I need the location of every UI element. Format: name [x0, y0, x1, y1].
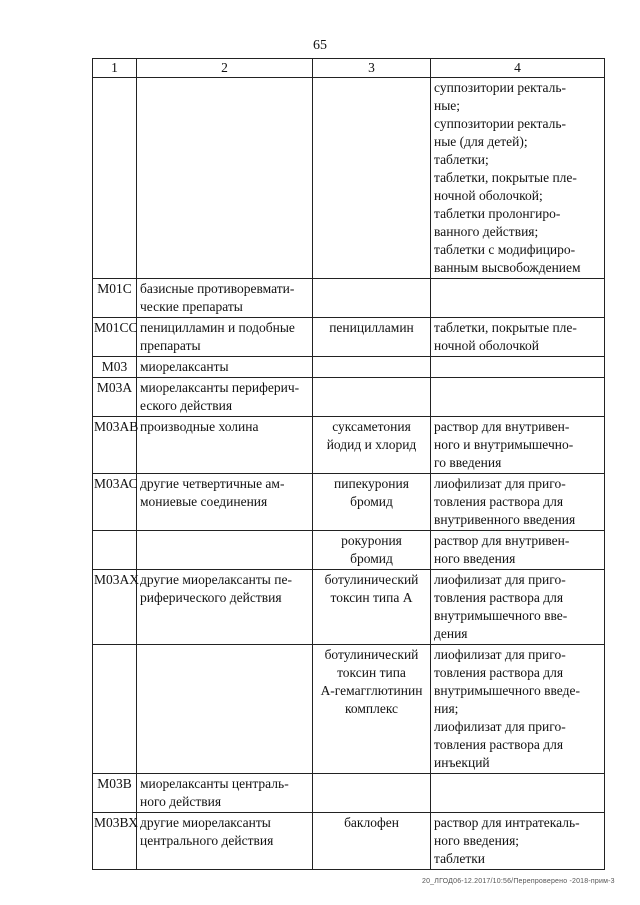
- pharmacological-group-line: ческие препараты: [140, 299, 243, 314]
- drug-name-line: ботулинический: [324, 572, 419, 587]
- pharmacological-group-line: еского действия: [140, 398, 233, 413]
- atc-code-cell: [93, 645, 137, 774]
- atc-code-cell: М03АС: [93, 474, 137, 531]
- table-body: [93, 78, 605, 870]
- drug-name-cell: [313, 417, 431, 474]
- dosage-forms-line: товления раствора для: [434, 494, 564, 509]
- table-row: [93, 774, 605, 813]
- drug-classification-table: [92, 58, 605, 870]
- table-row: [93, 78, 605, 279]
- table-row: [93, 357, 605, 378]
- pharmacological-group-cell: [137, 279, 313, 318]
- drug-name-cell: [313, 378, 431, 417]
- drug-name-cell: [313, 318, 431, 357]
- dosage-forms-line: таблетки с модифициро-: [434, 242, 576, 257]
- drug-name-line: бромид: [350, 494, 393, 509]
- drug-name-cell: [313, 774, 431, 813]
- column-header-group: 2: [137, 59, 313, 78]
- table-row: [93, 318, 605, 357]
- dosage-forms-cell: [431, 645, 605, 774]
- atc-code-cell: М03ВХ: [93, 813, 137, 870]
- dosage-forms-line: ного введения: [434, 551, 516, 566]
- drug-name-line: баклофен: [344, 815, 399, 830]
- drug-name-line: комплекс: [344, 701, 399, 716]
- atc-code-cell: М01С: [93, 279, 137, 318]
- dosage-forms-line: дения: [434, 626, 468, 641]
- dosage-forms-line: ного и внутримышечно-: [434, 437, 574, 452]
- dosage-forms-line: ные;: [434, 98, 461, 113]
- atc-code-cell: М03А: [93, 378, 137, 417]
- drug-name-line: А-гемагглютинин: [320, 683, 423, 698]
- pharmacological-group-cell: [137, 570, 313, 645]
- dosage-forms-cell: [431, 279, 605, 318]
- dosage-forms-line: товления раствора для: [434, 737, 564, 752]
- dosage-forms-line: таблетки, покрытые пле-: [434, 170, 577, 185]
- pharmacological-group-line: производные холина: [140, 419, 259, 434]
- drug-name-line: пипекурония: [334, 476, 409, 491]
- atc-code-cell: М03В: [93, 774, 137, 813]
- dosage-forms-line: внутримышечного введе-: [434, 683, 580, 698]
- dosage-forms-line: го введения: [434, 455, 502, 470]
- pharmacological-group-cell: [137, 645, 313, 774]
- dosage-forms-line: ния;: [434, 701, 459, 716]
- pharmacological-group-cell: [137, 318, 313, 357]
- pharmacological-group-line: миорелаксанты: [140, 359, 229, 374]
- dosage-forms-cell: [431, 774, 605, 813]
- dosage-forms-line: лиофилизат для приго-: [434, 476, 566, 491]
- drug-name-cell: [313, 279, 431, 318]
- pharmacological-group-cell: [137, 417, 313, 474]
- drug-name-line: токсин типа: [337, 665, 406, 680]
- drug-name-line: ботулинический: [324, 647, 419, 662]
- atc-code-cell: [93, 78, 137, 279]
- table-row: [93, 279, 605, 318]
- dosage-forms-line: таблетки, покрытые пле-: [434, 320, 577, 335]
- dosage-forms-line: ночной оболочкой;: [434, 188, 543, 203]
- dosage-forms-cell: [431, 813, 605, 870]
- table-row: [93, 813, 605, 870]
- dosage-forms-cell: [431, 357, 605, 378]
- dosage-forms-line: внутривенного введения: [434, 512, 576, 527]
- drug-name-line: йодид и хлорид: [326, 437, 417, 452]
- dosage-forms-line: таблетки;: [434, 152, 489, 167]
- pharmacological-group-cell: [137, 378, 313, 417]
- dosage-forms-line: лиофилизат для приго-: [434, 572, 566, 587]
- pharmacological-group-line: миорелаксанты централь-: [140, 776, 289, 791]
- dosage-forms-line: раствор для внутривен-: [434, 419, 570, 434]
- atc-code-cell: [93, 531, 137, 570]
- pharmacological-group-cell: [137, 531, 313, 570]
- drug-name-line: пеницилламин: [329, 320, 414, 335]
- pharmacological-group-line: другие миорелаксанты: [140, 815, 271, 830]
- pharmacological-group-cell: [137, 774, 313, 813]
- dosage-forms-cell: [431, 318, 605, 357]
- table-row: [93, 645, 605, 774]
- dosage-forms-line: раствор для внутривен-: [434, 533, 570, 548]
- pharmacological-group-cell: [137, 813, 313, 870]
- pharmacological-group-line: другие четвертичные ам-: [140, 476, 285, 491]
- pharmacological-group-line: центрального действия: [140, 833, 274, 848]
- pharmacological-group-line: миорелаксанты периферич-: [140, 380, 300, 395]
- atc-code-cell: М03АВ: [93, 417, 137, 474]
- drug-name-line: суксаметония: [332, 419, 411, 434]
- pharmacological-group-line: препараты: [140, 338, 201, 353]
- pharmacological-group-cell: [137, 357, 313, 378]
- drug-name-line: бромид: [350, 551, 393, 566]
- drug-name-cell: [313, 813, 431, 870]
- table-row: [93, 474, 605, 531]
- atc-code-cell: М01СС: [93, 318, 137, 357]
- dosage-forms-line: ные (для детей);: [434, 134, 528, 149]
- dosage-forms-line: таблетки: [434, 851, 486, 866]
- drug-name-cell: [313, 78, 431, 279]
- dosage-forms-line: внутримышечного вве-: [434, 608, 568, 623]
- drug-name-cell: [313, 645, 431, 774]
- dosage-forms-cell: [431, 78, 605, 279]
- dosage-forms-line: инъекций: [434, 755, 490, 770]
- pharmacological-group-line: базисные противоревмати-: [140, 281, 295, 296]
- pharmacological-group-line: риферического действия: [140, 590, 282, 605]
- drug-name-cell: [313, 357, 431, 378]
- drug-name-line: рокурония: [341, 533, 402, 548]
- dosage-forms-cell: [431, 531, 605, 570]
- table-row: [93, 378, 605, 417]
- drug-name-cell: [313, 531, 431, 570]
- table-row: [93, 417, 605, 474]
- pharmacological-group-line: ного действия: [140, 794, 222, 809]
- dosage-forms-line: товления раствора для: [434, 590, 564, 605]
- pharmacological-group-line: мониевые соединения: [140, 494, 268, 509]
- page-number: 65: [313, 38, 327, 53]
- atc-code-cell: М03АХ: [93, 570, 137, 645]
- dosage-forms-line: ного введения;: [434, 833, 520, 848]
- dosage-forms-cell: [431, 378, 605, 417]
- atc-code-cell: М03: [93, 357, 137, 378]
- column-header-forms: 4: [431, 59, 605, 78]
- dosage-forms-line: ванного действия;: [434, 224, 539, 239]
- dosage-forms-line: суппозитории ректаль-: [434, 80, 567, 95]
- dosage-forms-line: ночной оболочкой: [434, 338, 539, 353]
- dosage-forms-line: суппозитории ректаль-: [434, 116, 567, 131]
- column-header-drug: 3: [313, 59, 431, 78]
- dosage-forms-cell: [431, 570, 605, 645]
- table-header-row: [93, 59, 605, 78]
- dosage-forms-line: лиофилизат для приго-: [434, 719, 566, 734]
- footer-stamp: 20_ЛГОД06-12.2017/10:56/Перепроверено -2018-прим-3: [422, 878, 615, 885]
- dosage-forms-line: товления раствора для: [434, 665, 564, 680]
- drug-name-line: токсин типа А: [330, 590, 413, 605]
- table-row: [93, 531, 605, 570]
- dosage-forms-line: ванным высвобождением: [434, 260, 581, 275]
- dosage-forms-line: таблетки пролонгиро-: [434, 206, 561, 221]
- dosage-forms-line: раствор для интратекаль-: [434, 815, 580, 830]
- dosage-forms-line: лиофилизат для приго-: [434, 647, 566, 662]
- column-header-code: 1: [93, 59, 137, 78]
- pharmacological-group-line: пеницилламин и подобные: [140, 320, 295, 335]
- table-row: [93, 570, 605, 645]
- pharmacological-group-line: другие миорелаксанты пе-: [140, 572, 292, 587]
- drug-name-cell: [313, 474, 431, 531]
- drug-name-cell: [313, 570, 431, 645]
- pharmacological-group-cell: [137, 78, 313, 279]
- dosage-forms-cell: [431, 417, 605, 474]
- dosage-forms-cell: [431, 474, 605, 531]
- pharmacological-group-cell: [137, 474, 313, 531]
